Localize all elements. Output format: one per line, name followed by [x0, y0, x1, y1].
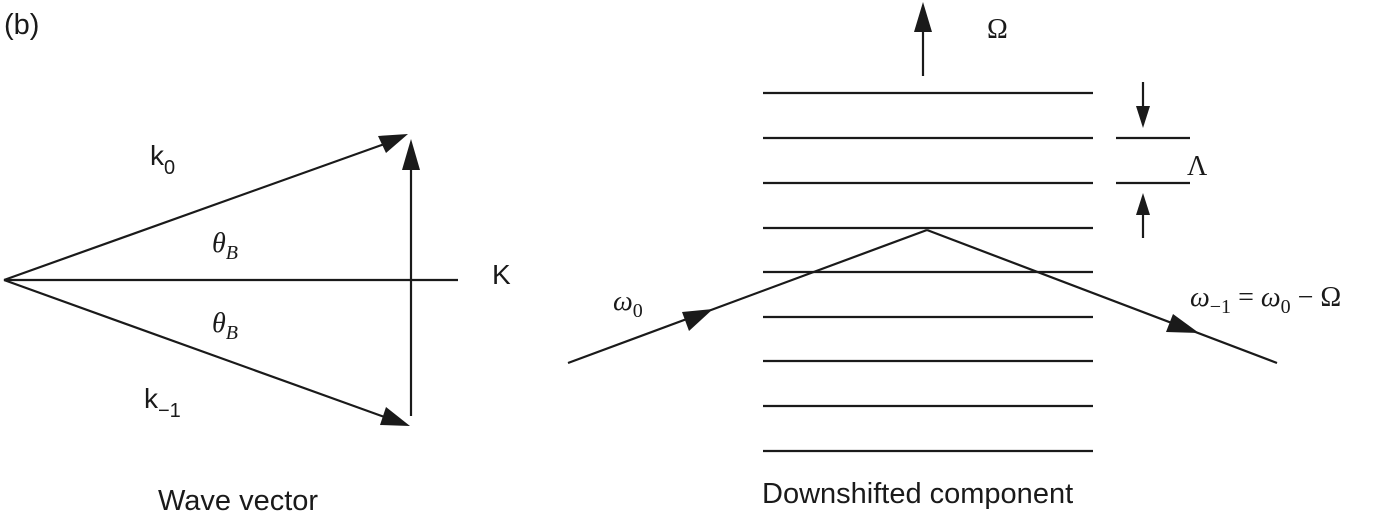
- sound-frequency-label: Ω: [987, 14, 1008, 45]
- diffracted-frequency-label: $\omega_{-1} = \omega_0 - \Omega$: [1190, 282, 1342, 318]
- km1-arrowhead: [380, 407, 410, 426]
- diffracted-ray-arrowhead: [1166, 314, 1199, 333]
- km1-vector: [4, 280, 390, 419]
- k0-arrowhead: [378, 134, 408, 153]
- K-arrowhead: [402, 139, 420, 170]
- K-label: K: [492, 259, 511, 290]
- incident-frequency-label: $\omega_0$: [613, 286, 643, 322]
- sound-direction-arrowhead: [914, 2, 932, 32]
- km1-label: $k_{-1}$: [144, 383, 181, 422]
- wavelength-label: Λ: [1187, 151, 1208, 182]
- panel-label: (b): [4, 9, 40, 41]
- wave-vector-diagram: [4, 134, 511, 517]
- wavelength-arrowhead-top: [1136, 106, 1150, 128]
- wavelength-marker: [1116, 82, 1208, 238]
- theta-b-upper-label: $\theta_B$: [212, 228, 238, 264]
- downshifted-component-diagram: [568, 2, 1341, 510]
- wavelength-arrowhead-bottom: [1136, 193, 1150, 215]
- k0-vector: [4, 142, 390, 280]
- theta-b-lower-label: $\theta_B$: [212, 308, 238, 344]
- incident-ray-arrowhead: [682, 309, 713, 331]
- k0-label: $k_0$: [150, 140, 176, 179]
- downshifted-caption: Downshifted component: [762, 478, 1074, 510]
- wave-vector-caption: Wave vector: [158, 485, 319, 517]
